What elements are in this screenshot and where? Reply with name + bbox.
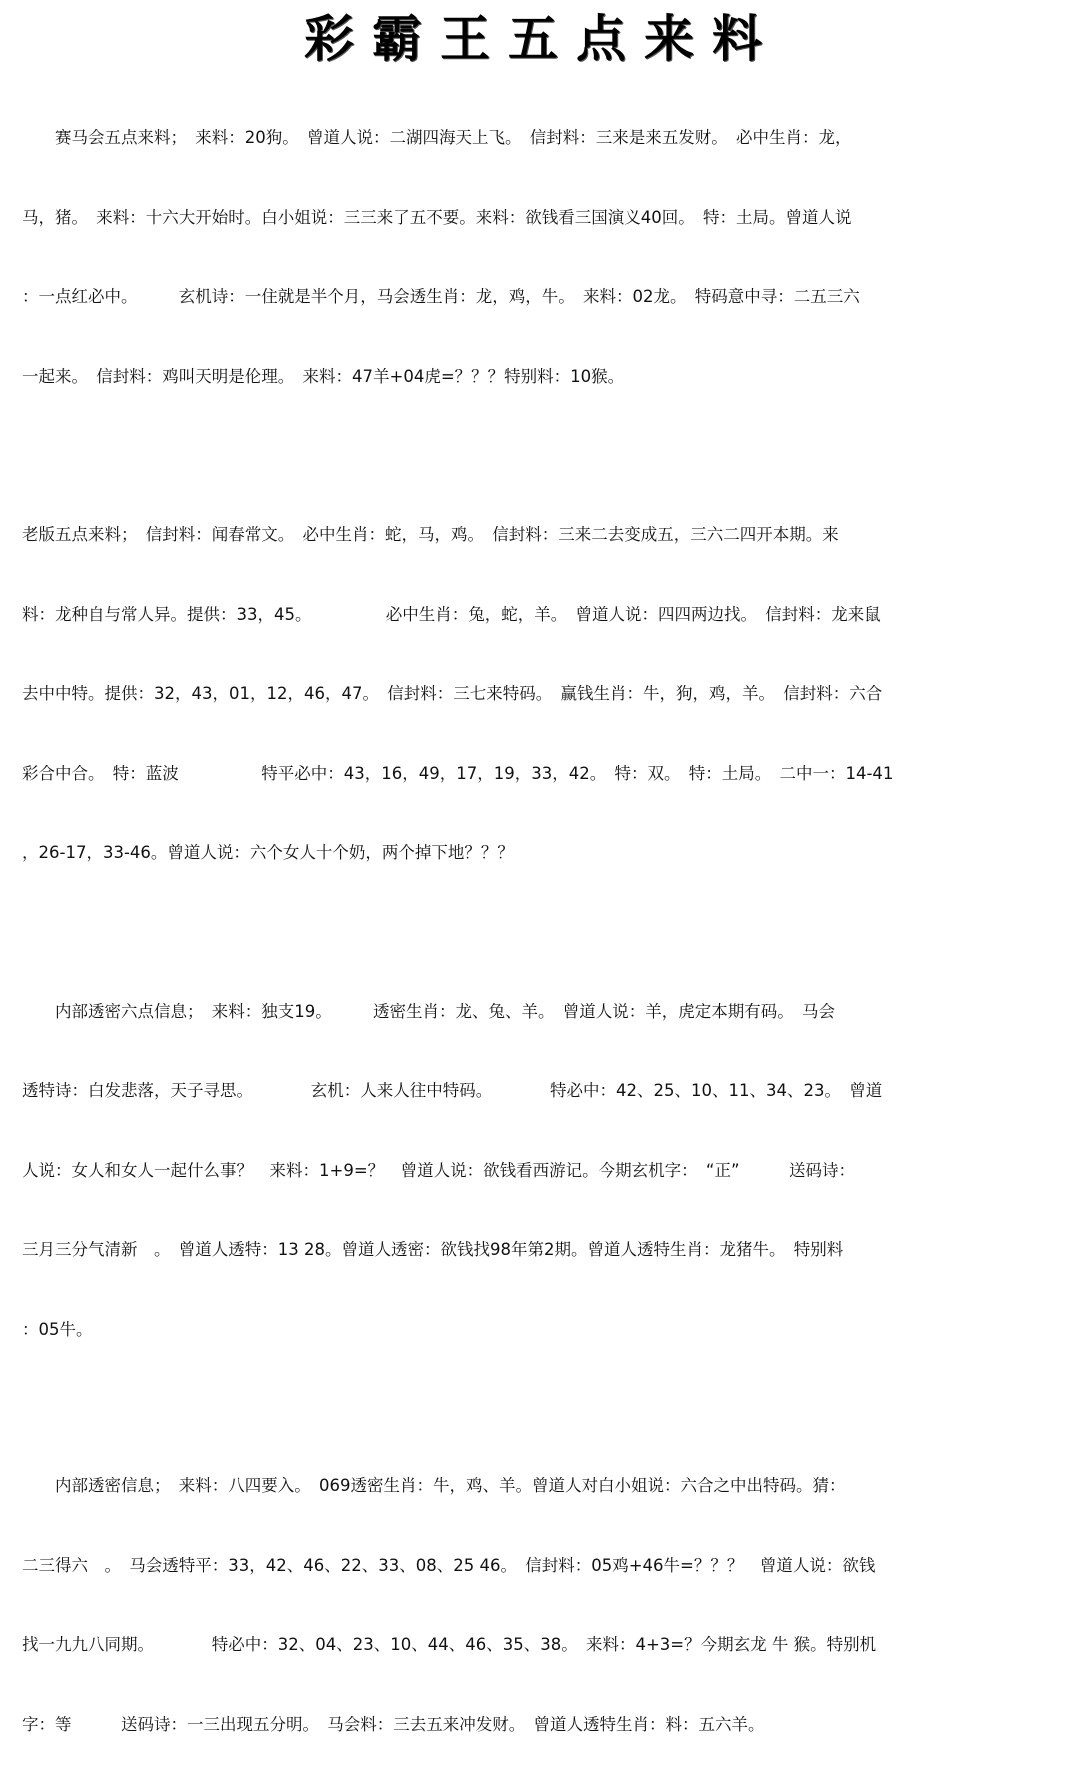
section-neibu-xinxi — [22, 1420, 1062, 1791]
page-title: 彩霸王五点来料 — [304, 9, 780, 68]
text-line: 料：龙种自与常人异。提供：33，45。 必中生肖：兔，蛇，羊。 曾道人说：四四两边找。 信封料：龙来鼠 — [22, 604, 881, 624]
text-line: 人说：女人和女人一起什么事？ 来料：1+9=？ 曾道人说：欲钱看西游记。今期玄机字： “正” 送码诗： — [22, 1160, 855, 1180]
text-line: 透特诗：白发悲落，天子寻思。 玄机：人来人往中特码。 特必中：42、25、10、11、34、23。 曾道 — [22, 1081, 883, 1100]
text-line: 三月三分气清新 。 曾道人透特：13 28。曾道人透密：欲钱找98年第2期。曾道人透特生肖：龙猪牛。 特别料 — [22, 1240, 844, 1259]
section-gap — [22, 1396, 1062, 1420]
text-line: 字：等 送码诗：一三出现五分明。 马会料：三去五来冲发财。 曾道人透特生肖：料：五六羊。 — [22, 1714, 765, 1734]
text-line: 内部透密信息； 来料：八四要入。 069透密生肖：牛，鸡、羊。曾道人对白小姐说：六合之中出特码。猜： — [22, 1476, 846, 1495]
section-neibu-liudian — [22, 946, 1062, 1397]
text-line: 马，猪。 来料：十六大开始时。白小姐说：三三来了五不要。来料：欲钱看三国演义40回。 特：土局。曾道人说 — [22, 207, 852, 227]
text-line: 找一九九八同期。 特必中：32、04、23、10、44、46、35、38。 来料：4+3=？今期玄龙 牛 猴。特别机 — [22, 1635, 877, 1654]
text-line: 老版五点来料； 信封料：闻春常文。 必中生肖：蛇，马，鸡。 信封料：三来二去变成五，三六二四开本期。来 — [22, 525, 839, 544]
section-saima-wudian — [22, 72, 1062, 443]
text-line: 去中中特。提供：32，43，01，12，46，47。 信封料：三七来特码。 赢钱生肖：牛，狗，鸡，羊。 信封料：六合 — [22, 684, 883, 703]
text-line: ：一点红必中。 玄机诗：一住就是半个月，马会透生肖：龙，鸡，牛。 来料：02龙。 特码意中寻：二五三六 — [22, 287, 860, 306]
section-gap — [22, 443, 1062, 469]
section-laoban-wudian — [22, 469, 1062, 920]
text-line: 内部透密六点信息； 来料：独支19。 透密生肖：龙、兔、羊。 曾道人说：羊，虎定本期有码。 马会 — [22, 1001, 835, 1021]
text-line: ：05牛。 — [22, 1319, 93, 1339]
section-gap — [22, 920, 1062, 946]
text-line: 彩合中合。 特：蓝波 特平必中：43，16，49，17，19，33，42。 特：双。 特：土局。 二中一：14-41 — [22, 763, 894, 783]
text-line: ，26-17，33-46。曾道人说：六个女人十个奶，两个掉下地？？？ — [22, 843, 514, 862]
text-line: 赛马会五点来料； 来料：20狗。 曾道人说：二湖四海天上飞。 信封料：三来是来五发财。 必中生肖：龙， — [22, 128, 852, 147]
text-line: 二三得六 。 马会透特平：33，42、46、22、33、08、25 46。 信封料：05鸡+46牛=？？？ 曾道人说：欲钱 — [22, 1555, 876, 1575]
text-line: 一起来。 信封料：鸡叫天明是伦理。 来料：47羊+04虎=？？？特别料：10猴。 — [22, 366, 625, 386]
